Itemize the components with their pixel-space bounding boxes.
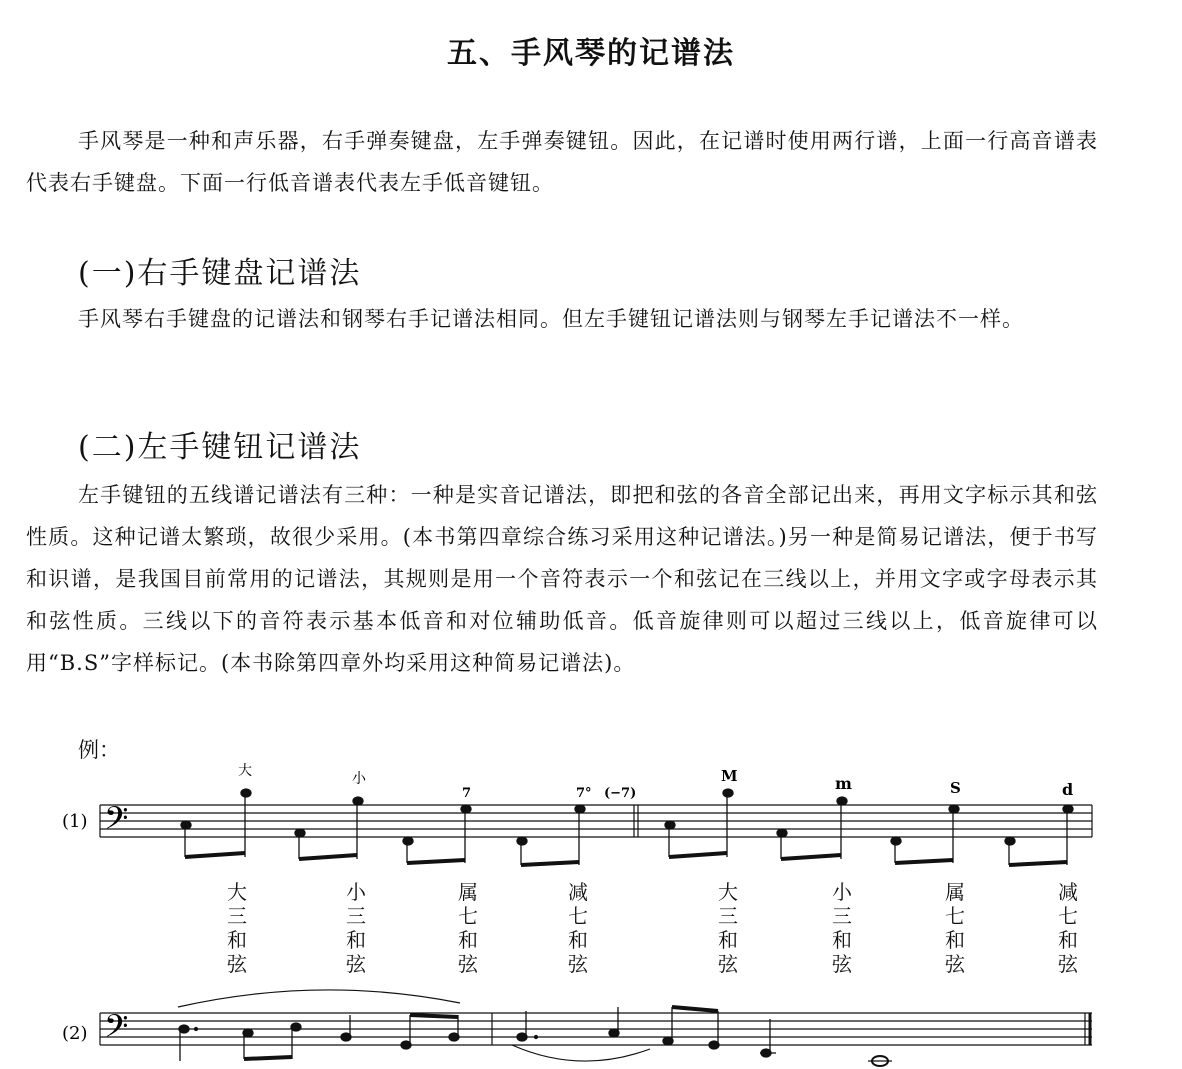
staff1-label: (1) (62, 811, 88, 832)
chord-name: 减 七 和 弦 (568, 880, 588, 976)
chord-mark: 大 (238, 763, 252, 779)
chord-mark: S (950, 779, 961, 797)
chord-mark: 7° (576, 786, 592, 801)
chord-name: 属 七 和 弦 (458, 880, 478, 976)
chord-name: 小 三 和 弦 (346, 880, 366, 976)
chord-name: 大 三 和 弦 (227, 880, 247, 976)
staff-2 (0, 985, 1182, 1069)
section2-heading: (二)左手键钮记谱法 (78, 430, 362, 465)
chord-name: 大 三 和 弦 (718, 880, 738, 976)
chord-name: 属 七 和 弦 (945, 880, 965, 976)
chord-name: 减 七 和 弦 (1058, 880, 1078, 976)
chord-mark: d (1062, 780, 1074, 799)
intro-paragraph: 手风琴是一种和声乐器，右手弹奏键盘，左手弹奏键钮。因此，在记谱时使用两行谱，上面一行高音谱表代表右手键盘。下面一行低音谱表代表左手低音键钮。 (26, 129, 1098, 195)
chord-mark: 小 (352, 771, 366, 787)
bass-clef-icon: 𝄢 (104, 1008, 129, 1052)
page-title: 五、手风琴的记谱法 (447, 36, 735, 71)
bracket-mark: (−7) (604, 786, 637, 801)
bass-clef-icon: 𝄢 (104, 800, 129, 844)
section2-paragraph: 左手键钮的五线谱记谱法有三种：一种是实音记谱法，即把和弦的各音全部记出来，再用文字标示其和弦性质。这种记谱太繁琐，故很少采用。(本书第四章综合练习采用这种记谱法。)另一种是简易记谱法，便于书写和识谱，是我国目前常用的记谱法，其规则是用一个音符表示一个和弦记在三线以上，并用文字或字母表示其和弦性质。三线以下的音符表示基本低音和对位辅助低音。低音旋律则可以超过三线以上，低音旋律可以用“B.S”字样标记。(本书除第四章外均采用这种简易记谱法)。 (26, 483, 1098, 675)
example-label: 例： (78, 738, 120, 762)
section1-heading: (一)右手键盘记谱法 (78, 256, 362, 291)
staff2-label: (2) (62, 1023, 88, 1044)
chord-mark: M (721, 767, 738, 785)
chord-mark: m (835, 774, 852, 793)
section1-paragraph: 手风琴右手键盘的记谱法和钢琴右手记谱法相同。但左手键钮记谱法则与钢琴左手记谱法不一样。 (78, 307, 1024, 331)
staff-1 (0, 755, 1182, 870)
chord-name: 小 三 和 弦 (832, 880, 852, 976)
chord-mark: 7 (462, 786, 472, 801)
